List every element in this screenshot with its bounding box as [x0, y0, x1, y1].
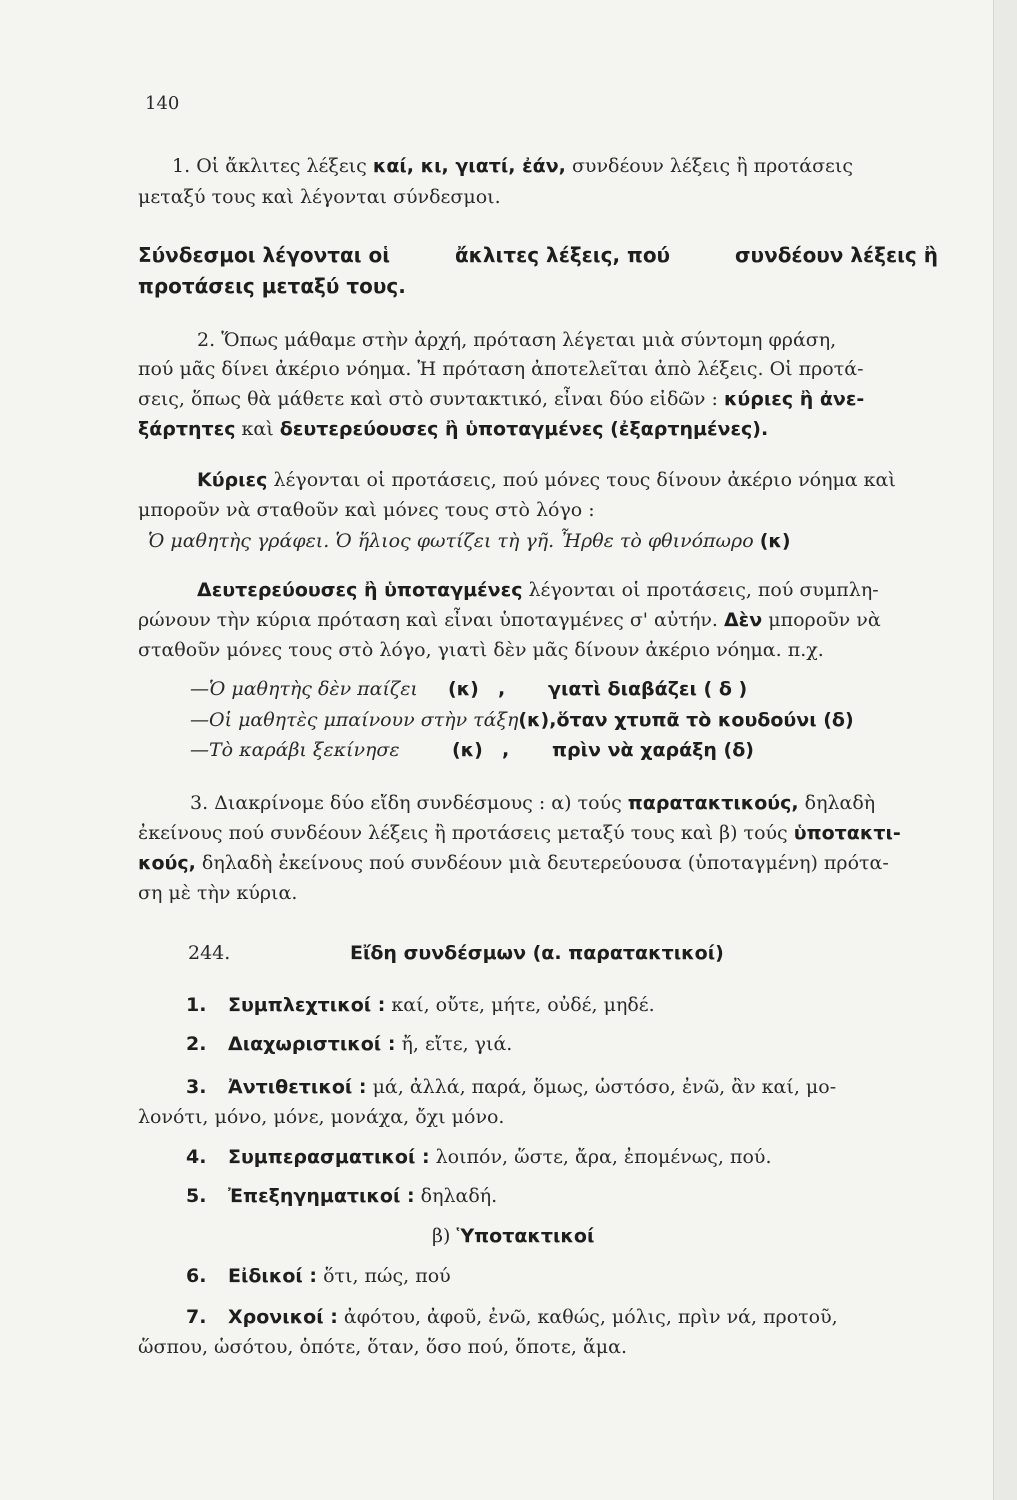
category-5-name: Ἐπεξηγηματικοί :: [228, 1185, 415, 1207]
p5-line4: ση μὲ τὴν κύρια.: [138, 882, 298, 904]
p3-line2: μποροῦν νὰ σταθοῦν καὶ μόνες τους στὸ λόγο :: [138, 499, 595, 521]
category-2-num: 2.: [186, 1033, 207, 1055]
rule1-line2: προτάσεις μεταξύ τους.: [138, 274, 406, 298]
p4-line3: σταθοῦν μόνες τους στὸ λόγο, γιατὶ δὲν μᾶς δίνουν ἀκέριο νόημα. π.χ.: [138, 639, 824, 661]
p4-l2-text-c: μποροῦν νὰ: [768, 609, 881, 631]
p4-line2: [138, 607, 933, 633]
category-3-num: 3.: [186, 1076, 207, 1098]
example-2-sub: ὅταν χτυπᾶ τὸ κουδούνι (δ): [556, 709, 854, 731]
p5-line1: [190, 790, 934, 816]
category-7-name: Χρονικοί :: [228, 1306, 338, 1328]
category-2-name: Διαχωριστικοί :: [228, 1033, 396, 1055]
rule1-c: συνδέουν λέξεις ἢ: [734, 243, 938, 267]
p5-line3: [138, 850, 933, 876]
example-1-k: (κ): [448, 678, 479, 700]
rule1-b: ἄκλιτες λέξεις, πού: [454, 243, 671, 267]
p2-line2: πού μᾶς δίνει ἀκέριο νόημα. Ἡ πρόταση ἀποτελεῖται ἀπὸ λέξεις. Οἱ προτά-: [138, 358, 864, 380]
page-number: 140: [145, 93, 180, 114]
p2-line1: [197, 327, 934, 353]
p5-l2-text: ἐκείνους πού συνδέουν λέξεις ἢ προτάσεις μεταξύ τους καὶ β) τούς: [138, 822, 788, 844]
category-1: [186, 992, 934, 1018]
example-3-sep: ,: [502, 739, 510, 761]
example-1-main: —Ὁ μαθητὴς δὲν παίζει: [190, 678, 418, 700]
category-2-words: ἤ, εἴτε, γιά.: [401, 1033, 513, 1055]
p4-l2-bold: Δὲν: [723, 609, 763, 631]
p2-line3: [138, 386, 933, 412]
p4-def: λέγονται οἱ προτάσεις, πού συμπλη-: [528, 579, 879, 601]
example-1-sep: ,: [498, 678, 506, 700]
p5-l2-bold: ὑποτακτι-: [793, 822, 901, 844]
category-6-name: Εἰδικοί :: [228, 1265, 318, 1287]
p1-text-c: συνδέουν λέξεις ἢ προτάσεις: [571, 155, 853, 177]
example-1: [190, 676, 934, 702]
subheading: [432, 1223, 932, 1249]
example-2: [190, 707, 934, 733]
page-edge: [993, 0, 1017, 1500]
p5-l3-bold: κούς,: [138, 852, 196, 874]
section-number: 244.: [188, 942, 231, 964]
category-5-num: 5.: [186, 1185, 207, 1207]
category-6: [186, 1263, 934, 1289]
rule1-line1: [138, 242, 938, 268]
p3-line3: [148, 528, 943, 554]
category-7-cont: ὥσπου, ὡσότου, ὁπότε, ὅταν, ὅσο πού, ὅποτε, ἅμα.: [138, 1336, 627, 1358]
p2-l3-bold: κύριες ἢ ἀνε-: [723, 388, 865, 410]
section-heading: [188, 940, 934, 966]
subheading-prefix: β): [432, 1225, 451, 1247]
p5-l1-text-c: δηλαδὴ: [804, 792, 876, 814]
p2-text: Ὅπως μάθαμε στὴν ἀρχή, πρόταση λέγεται μιὰ σύντομη φράση,: [221, 329, 837, 351]
example-2-k: (κ),: [518, 709, 557, 731]
p4-l2-text: ρώνουν τὴν κύρια πρόταση καὶ εἶναι ὑποταγμένες σ' αὐτήν.: [138, 609, 718, 631]
category-3: [186, 1074, 934, 1100]
p2-line4: [138, 416, 933, 442]
p3-marker: (κ): [759, 530, 791, 552]
category-4: [186, 1144, 934, 1170]
p3-term: Κύριες: [197, 469, 268, 491]
category-6-num: 6.: [186, 1265, 207, 1287]
example-3-sub: πρὶν νὰ χαράξη (δ): [552, 739, 754, 761]
p2-l4-bold-c: δευτερεύουσες ἢ ὑποταγμένες (ἐξαρτημένες).: [279, 418, 769, 440]
p3-def: λέγονται οἱ προτάσεις, πού μόνες τους δίνουν ἀκέριο νόημα καὶ: [273, 469, 896, 491]
category-3-words: μά, ἀλλά, παρά, ὅμως, ὡστόσο, ἐνῶ, ἂν καί, μο-: [372, 1076, 837, 1098]
p1-line2: μεταξύ τους καὶ λέγονται σύνδεσμοι.: [138, 186, 501, 208]
p5-line2: [138, 820, 933, 846]
example-3-main: —Τὸ καράβι ξεκίνησε: [190, 739, 400, 761]
category-5-words: δηλαδή.: [420, 1185, 498, 1207]
p2-l4-text: καὶ: [241, 418, 274, 440]
p2-l3-text: σεις, ὅπως θὰ μάθετε καὶ στὸ συντακτικό, εἶναι δύο εἰδῶν :: [138, 388, 718, 410]
category-2: [186, 1031, 934, 1057]
section-title: Εἴδη συνδέσμων (α. παρατακτικοί): [350, 942, 724, 964]
p5-l1-text: Διακρίνομε δύο εἴδη συνδέσμους : α) τούς: [214, 792, 622, 814]
category-4-num: 4.: [186, 1146, 207, 1168]
example-3: [190, 737, 934, 763]
p2-num: 2.: [197, 329, 216, 351]
p5-l1-bold: παρατακτικούς,: [627, 792, 799, 814]
p5-l3-text: δηλαδὴ ἐκείνους πού συνδέουν μιὰ δευτερεύουσα (ὑποταγμένη) πρότα-: [201, 852, 889, 874]
p1-num: 1.: [172, 155, 191, 177]
category-7: [186, 1304, 934, 1330]
category-7-words: ἀφότου, ἀφοῦ, ἐνῶ, καθώς, μόλις, πρὶν νά, προτοῦ,: [343, 1306, 838, 1328]
example-1-sub: γιατὶ διαβάζει ( δ ): [548, 678, 748, 700]
p3-example: Ὁ μαθητὴς γράφει. Ὁ ἥλιος φωτίζει τὴ γῆ. Ἦρθε τὸ φθινόπωρο: [148, 530, 754, 552]
p4-term: Δευτερεύουσες ἢ ὑποταγμένες: [197, 579, 523, 601]
p5-num: 3.: [190, 792, 209, 814]
category-1-name: Συμπλεχτικοί :: [228, 994, 386, 1016]
p4-line1: [197, 577, 934, 603]
category-7-num: 7.: [186, 1306, 207, 1328]
rule1-a: Σύνδεσμοι λέγονται οἱ: [138, 243, 391, 267]
category-6-words: ὅτι, πώς, πού: [323, 1265, 451, 1287]
category-3-cont: λονότι, μόνο, μόνε, μονάχα, ὄχι μόνο.: [138, 1106, 505, 1128]
p1-keywords: καί, κι, γιατί, ἐάν,: [372, 155, 566, 177]
example-3-k: (κ): [452, 739, 483, 761]
example-2-main: —Οἱ μαθητὲς μπαίνουν στὴν τάξη: [190, 709, 519, 731]
category-5: [186, 1183, 934, 1209]
category-1-num: 1.: [186, 994, 207, 1016]
p3-line1: [197, 467, 934, 493]
p1-line1: [172, 153, 934, 179]
p2-l4-bold-a: ξάρτητες: [138, 418, 236, 440]
category-3-name: Ἀντιθετικοί :: [228, 1076, 367, 1098]
category-4-words: λοιπόν, ὥστε, ἄρα, ἐπομένως, πού.: [435, 1146, 772, 1168]
p1-text-a: Οἱ ἄκλιτες λέξεις: [196, 155, 367, 177]
category-1-words: καί, οὔτε, μήτε, οὐδέ, μηδέ.: [391, 994, 655, 1016]
subheading-title: Ὑποτακτικοί: [456, 1225, 595, 1247]
category-4-name: Συμπερασματικοί :: [228, 1146, 430, 1168]
